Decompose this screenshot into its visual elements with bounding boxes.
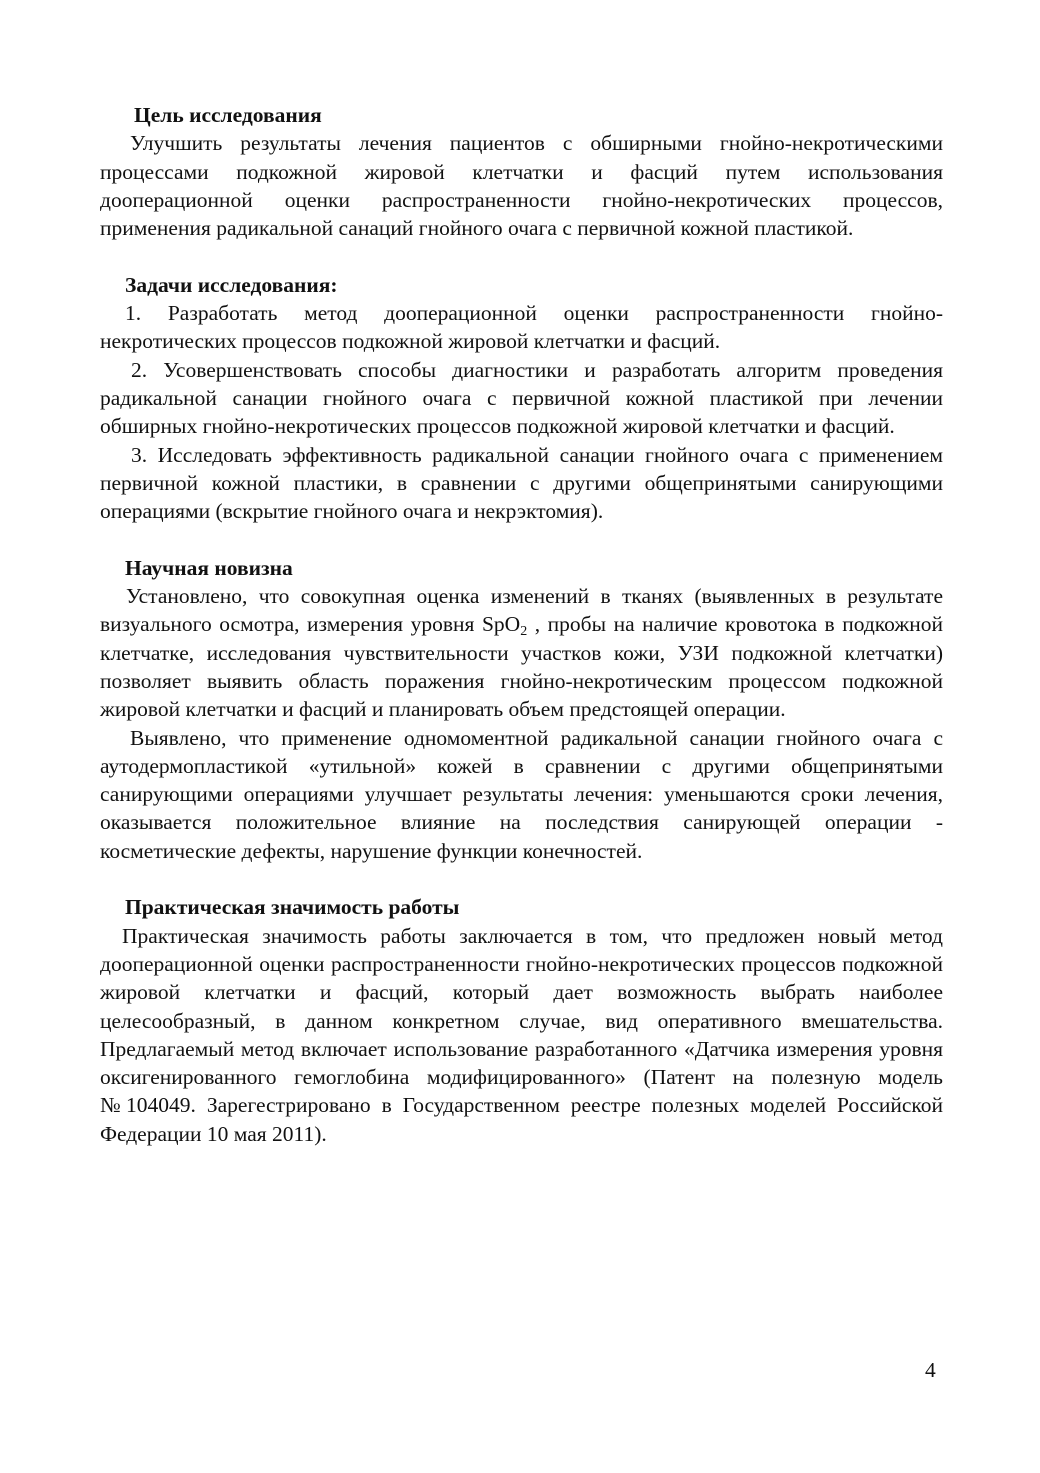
- spacer: [100, 865, 943, 893]
- section-heading-goal: Цель исследования: [134, 103, 322, 127]
- novelty-text-before: Установлено, что совокупная оценка изменений в тканях (выявленных в результате визуального осмотра, измерения уровня SpO: [100, 584, 943, 637]
- spacer: [100, 242, 943, 270]
- page-number: 4: [925, 1358, 936, 1382]
- section-heading-practical: Практическая значимость работы: [125, 895, 460, 920]
- task-item-1: 1. Разработать метод дооперационной оценки распространенности гнойно-некротических процессов подкожной жировой клетчатки и фасций.: [100, 301, 943, 354]
- subscript-two: 2: [520, 624, 528, 640]
- goal-paragraph: Улучшить результаты лечения пациентов с обширными гнойно-некротическими процессами подкожной жировой клетчатки и фасций путем использования дооперационной оценки распространенности гнойно-некротических процессов, применения радикальной санаций гнойного очага с первичной кожной пластикой.: [100, 131, 943, 241]
- novelty-text-after: , пробы на наличие кровотока в подкожной клетчатке, исследования чувствительности участков кожи, УЗИ подкожной клетчатки) позволяет выявить область поражения гнойно-некротическим процессом подкожной жировой клетчатки и фасций и планировать объем предстоящей операции.: [100, 612, 943, 722]
- spacer: [100, 525, 943, 553]
- novelty-paragraph-1: [100, 582, 943, 723]
- task-item-3: 3. Исследовать эффективность радикальной санации гнойного очага с применением первичной кожной пластики, в сравнении с другими общепринятыми санирующими операциями (вскрытие гнойного очага и некрэктомия).: [100, 442, 943, 524]
- document-page: [100, 101, 943, 1148]
- section-heading-novelty: Научная новизна: [125, 555, 293, 580]
- task-item-2: 2. Усовершенствовать способы диагностики и разработать алгоритм проведения радикальной санации гнойного очага с первичной кожной пластикой при лечении обширных гнойно-некротических процессов подкожной жировой клетчатки и фасций.: [100, 357, 943, 439]
- novelty-paragraph-2: Выявлено, что применение одномоментной радикальной санации гнойного очага с аутодермопластикой «утильной» кожей в сравнении с другими общепринятыми санирующими операциями улучшает результаты лечения: уменьшаются сроки лечения, оказывается положительное влияние на последствия санирующей операции - косметические дефекты, нарушение функции конечностей.: [100, 725, 943, 863]
- section-heading-tasks: Задачи исследования:: [125, 272, 338, 297]
- practical-paragraph: Практическая значимость работы заключается в том, что предложен новый метод дооперационной оценки распространенности гнойно-некротических процессов подкожной жировой клетчатки и фасций, который дает возможность выбрать наиболее целесообразный, в данном конкретном случае, вид оперативного вмешательства. Предлагаемый метод включает использование разработанного «Датчика измерения уровня оксигенированного гемоглобина модифицированного» (Патент на полезную модель №104049. Зарегестрировано в Государственном реестре полезных моделей Российской Федерации 10 мая 2011).: [100, 923, 943, 1146]
